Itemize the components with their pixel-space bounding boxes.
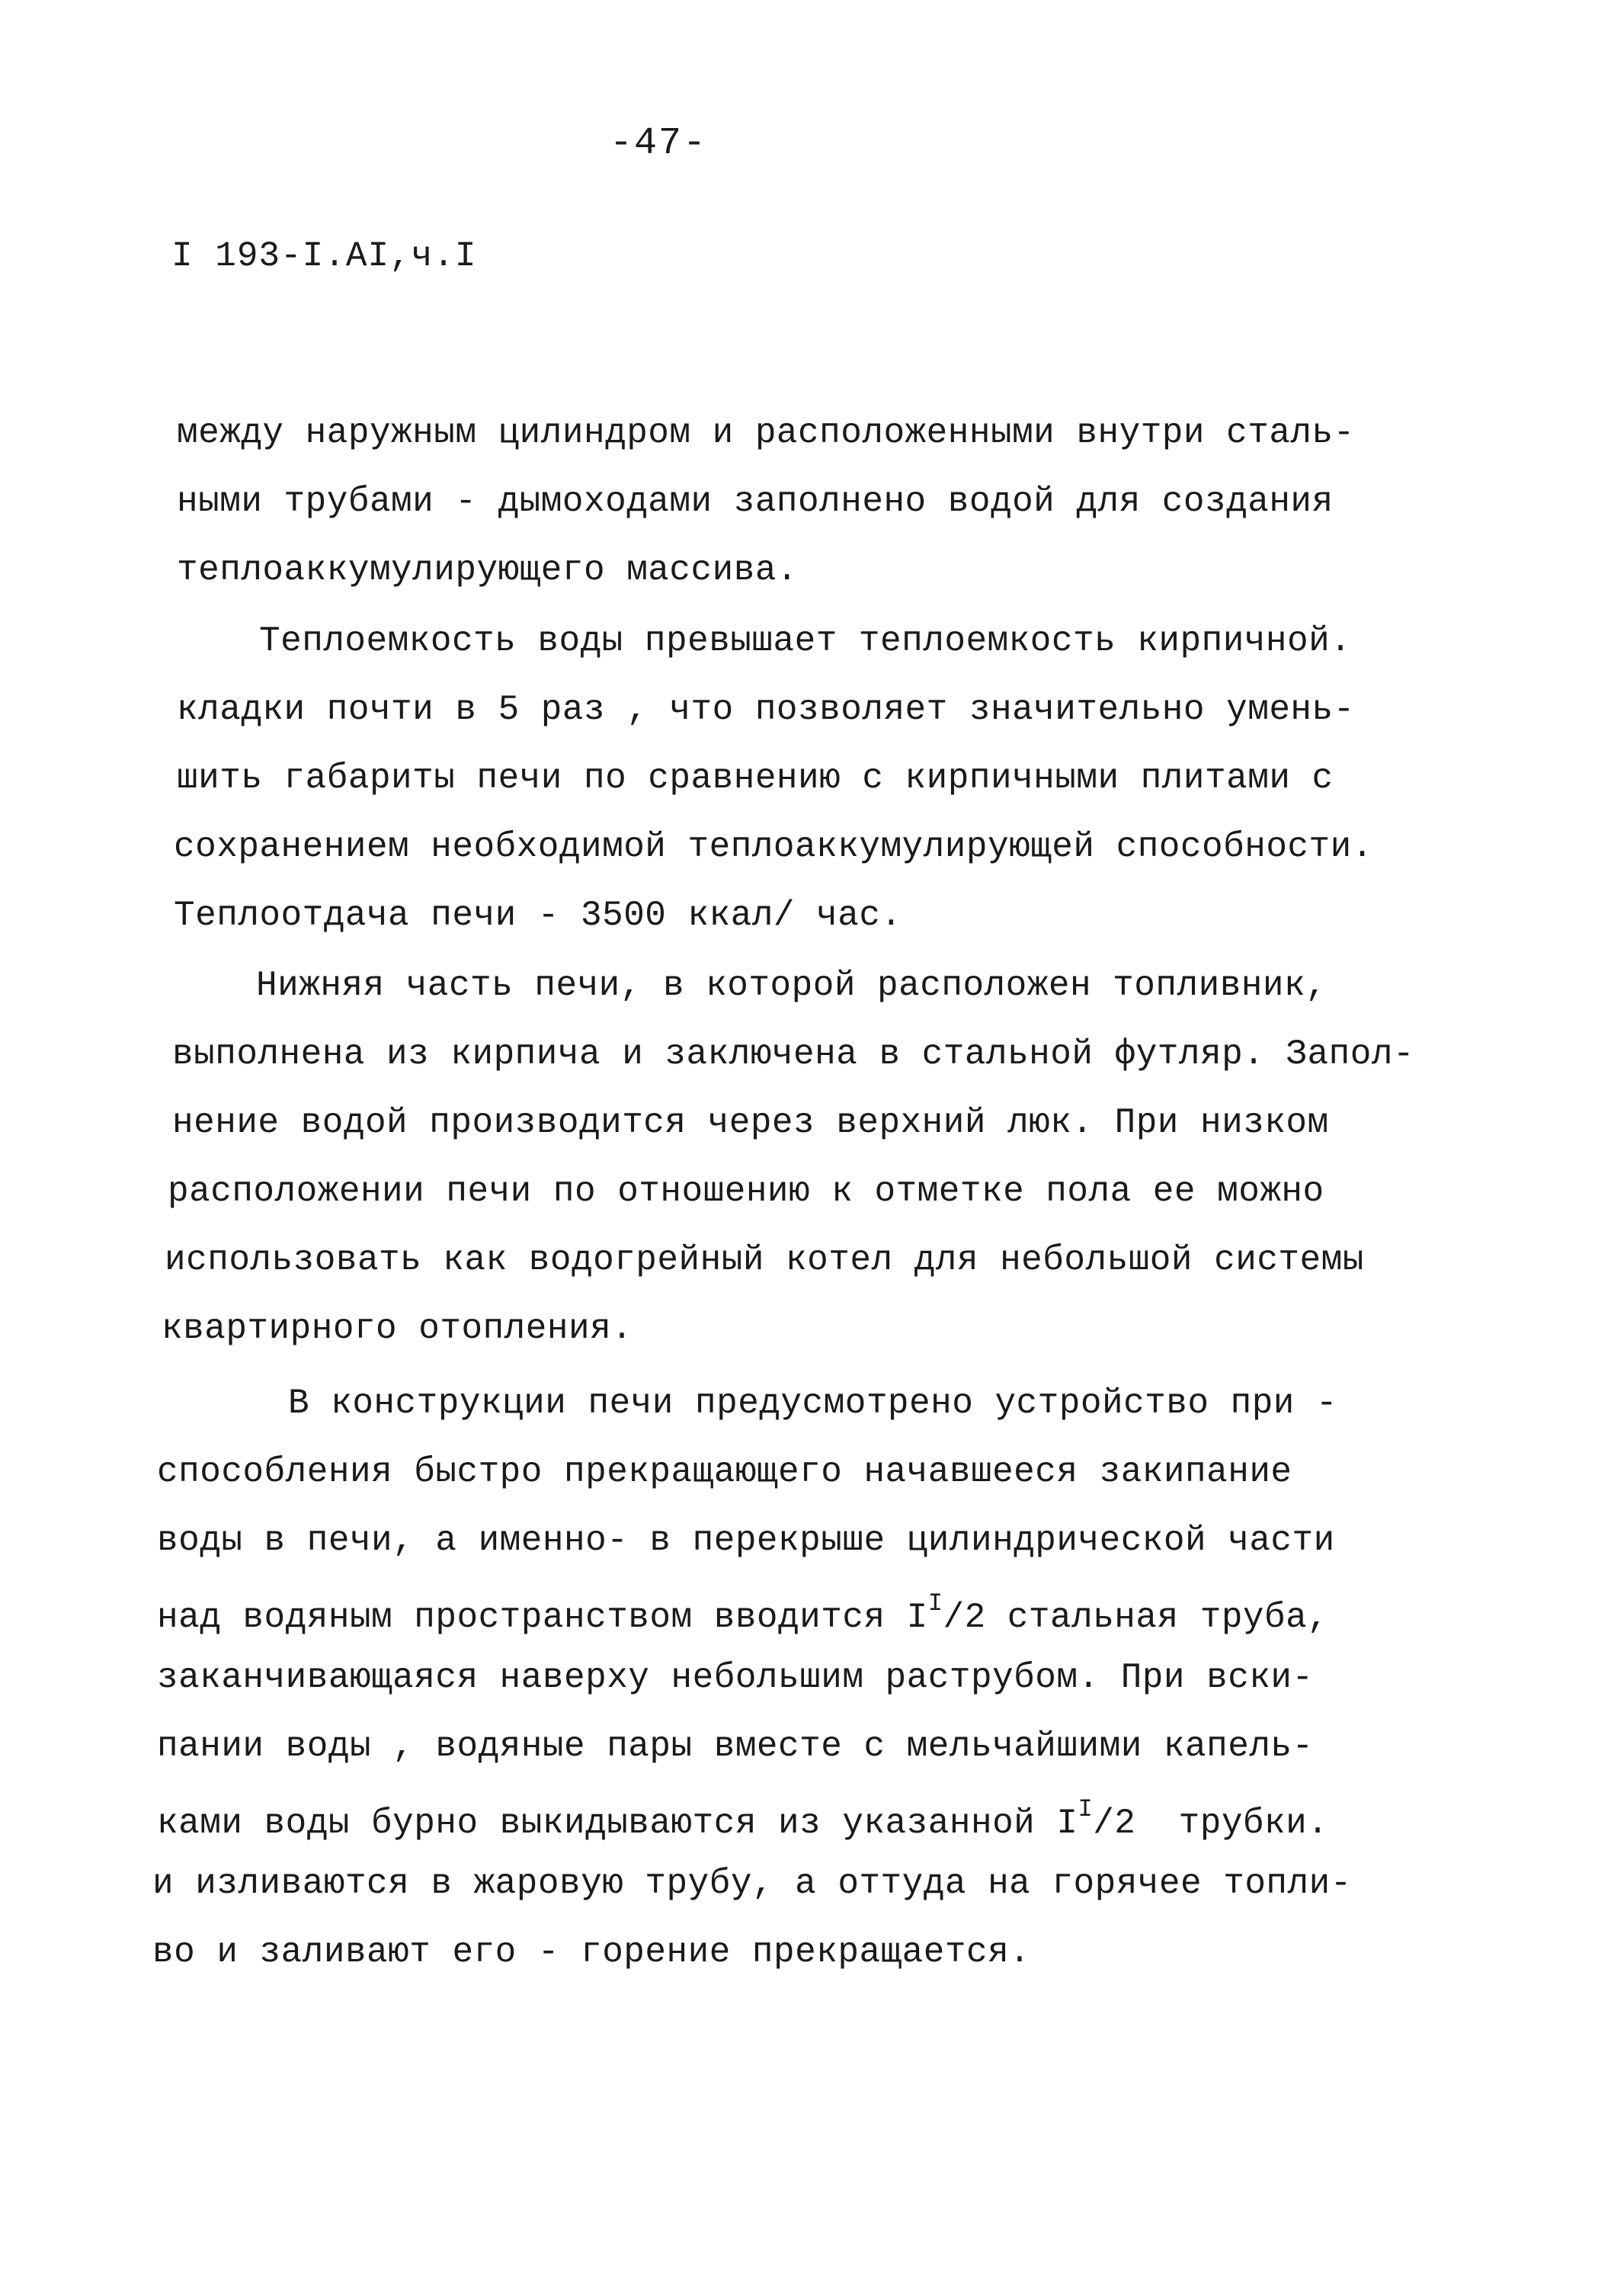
text-line: между наружным цилиндром и расположенными внутри сталь- xyxy=(177,413,1355,453)
text-fragment: /2 трубки. xyxy=(1093,1804,1329,1843)
text-line: использовать как водогрейный котел для небольшой системы xyxy=(165,1240,1364,1280)
text-fragment: /2 стальная труба, xyxy=(943,1598,1329,1637)
text-line: кладки почти в 5 раз , что позволяет значительно умень- xyxy=(177,690,1355,730)
text-line: Теплоотдача печи - 3500 ккал/ час. xyxy=(174,896,902,935)
text-fragment: над водяным пространством вводится I xyxy=(157,1598,928,1637)
text-line: способления быстро прекращающего начавшееся закипание xyxy=(157,1452,1292,1492)
text-line: расположении печи по отношению к отметке пола ее можно xyxy=(168,1172,1324,1211)
document-code: I 193-I.AI,ч.I xyxy=(171,236,477,276)
superscript: I xyxy=(927,1589,943,1618)
text-line: и изливаются в жаровую трубу, а оттуда на горячее топли- xyxy=(152,1864,1352,1903)
text-line: Теплоемкость воды превышает теплоемкость кирпичной. xyxy=(259,621,1352,661)
text-line: Нижняя часть печи, в которой расположен топливник, xyxy=(256,966,1328,1005)
page-number: -47- xyxy=(610,122,708,165)
text-line: сохранением необходимой теплоаккумулирующей способности. xyxy=(174,827,1373,867)
text-line: во и заливают его - горение прекращается. xyxy=(152,1932,1031,1972)
text-line xyxy=(157,1589,1329,1637)
superscript: I xyxy=(1078,1795,1094,1823)
text-line: шить габариты печи по сравнению с кирпичными плитами с xyxy=(177,758,1334,798)
text-line xyxy=(157,1797,1328,1841)
text-line: В конструкции печи предусмотрено устройство при - xyxy=(288,1384,1338,1423)
text-line: заканчивающаяся наверху небольшим раструбом. При вски- xyxy=(157,1658,1314,1698)
text-line: выполнена из кирпича и заключена в стальной футляр. Запол- xyxy=(172,1034,1415,1074)
text-line: пании воды , водяные пары вместе с мельчайшими капель- xyxy=(157,1727,1314,1766)
text-line: квартирного отопления. xyxy=(162,1309,633,1348)
text-line: ными трубами - дымоходами заполнено водой для создания xyxy=(177,482,1334,521)
text-fragment: ками воды бурно выкидываются из указанной I xyxy=(157,1804,1078,1843)
text-line: воды в печи, а именно- в перекрыше цилиндрической части xyxy=(157,1521,1335,1560)
text-line: теплоаккумулирующего массива. xyxy=(177,550,799,590)
text-line: нение водой производится через верхний люк. При низком xyxy=(172,1103,1329,1143)
